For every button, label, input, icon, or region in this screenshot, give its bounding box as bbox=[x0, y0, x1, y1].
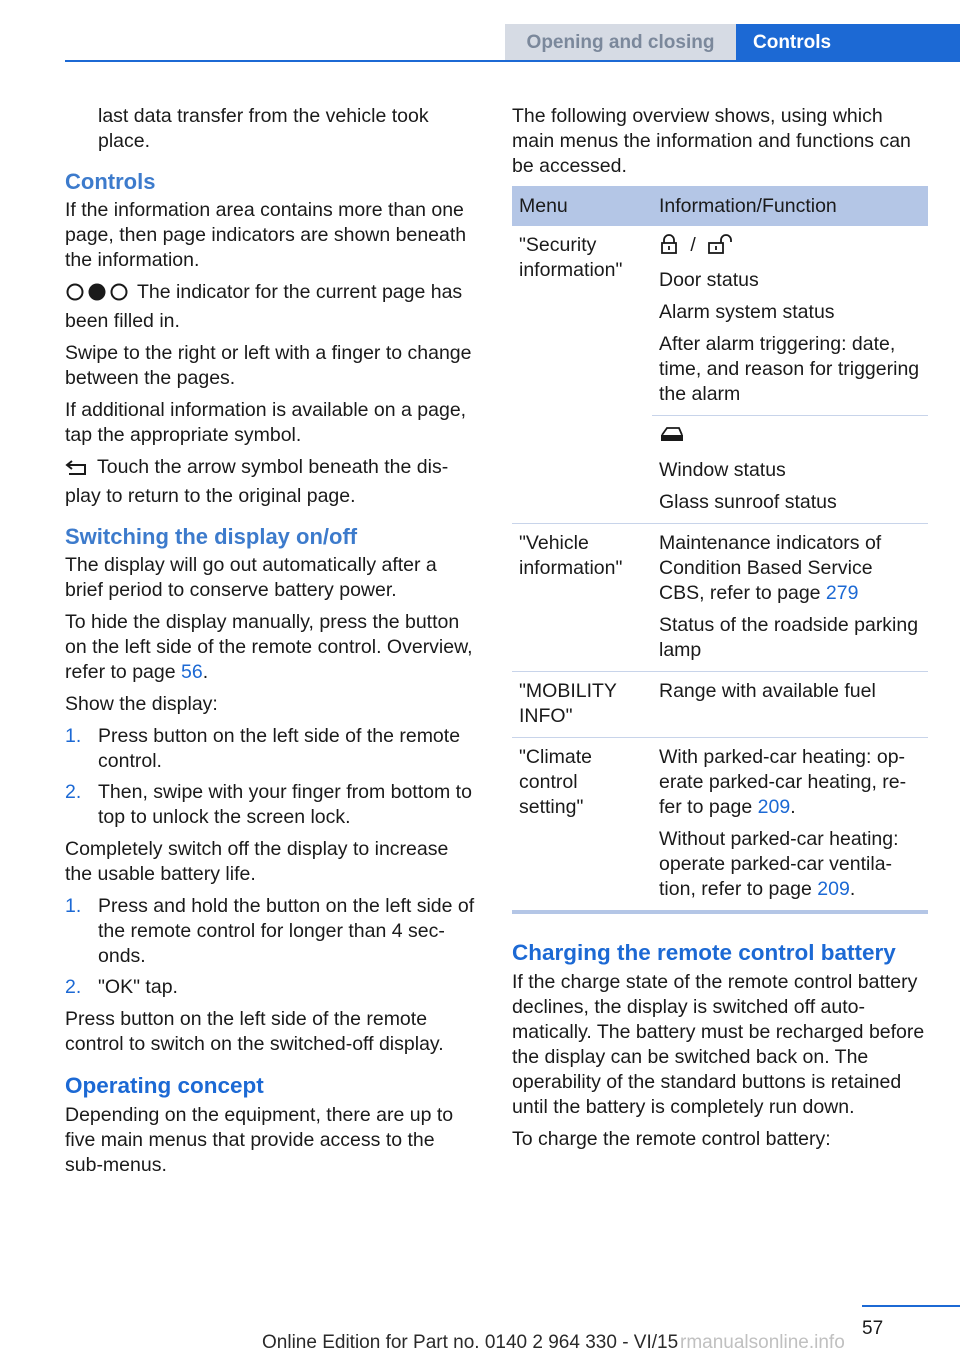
alarm-status: Alarm system status bbox=[659, 301, 835, 323]
cell-text: Maintenance indicators of Condition Based Service CBS, refer to page bbox=[659, 532, 882, 604]
sunroof-status: Glass sunroof status bbox=[659, 491, 837, 513]
right-column bbox=[512, 104, 928, 1159]
page-link-56[interactable]: 56 bbox=[181, 661, 203, 683]
heading-switching-display: Switching the display on/off bbox=[65, 524, 358, 549]
paragraph: Press button on the left side of the remote control to switch on the switched-off display. bbox=[65, 1008, 444, 1055]
header-rule bbox=[65, 60, 960, 62]
continued-paragraph: last data transfer from the vehicle took place. bbox=[98, 105, 429, 152]
list-number: 1. bbox=[65, 895, 82, 917]
list-text: Then, swipe with your finger from bottom to top to unlock the screen lock. bbox=[98, 781, 472, 828]
column-header-information: Information/Function bbox=[652, 186, 928, 226]
header-tab-controls[interactable]: Controls bbox=[736, 24, 960, 61]
left-column bbox=[65, 104, 477, 1185]
list-number: 2. bbox=[65, 781, 82, 803]
list-number: 2. bbox=[65, 976, 82, 998]
list-item bbox=[65, 975, 477, 1000]
paragraph: To charge the remote control battery: bbox=[512, 1128, 831, 1150]
list-item bbox=[65, 724, 477, 774]
table-row-climate bbox=[512, 738, 928, 911]
list-text: Press and hold the button on the left side of the remote control for longer than 4 seconds. bbox=[98, 895, 475, 967]
page-link-209[interactable]: 209 bbox=[817, 878, 850, 900]
heading-controls: Controls bbox=[65, 169, 156, 194]
cell-text: With parked-car heating: operate parked-car heating, refer to page bbox=[659, 746, 907, 818]
heading-operating-concept: Operating concept bbox=[65, 1073, 264, 1098]
header-tab-opening-closing[interactable]: Opening and closing bbox=[505, 24, 736, 61]
alarm-trigger-info: After alarm triggering: date, time, and reason for triggering the alarm bbox=[659, 333, 920, 405]
paragraph-text: To hide the display manually, press the button on the left side of the remote control. Overview, refer to page bbox=[65, 611, 473, 683]
page-indicator-icon bbox=[65, 282, 129, 309]
paragraph: If the charge state of the remote control battery declines, the display is switched off automatically. The battery must be recharged before the display can be switched back on. The operability of the standard buttons is retained until the battery is completely run down. bbox=[512, 971, 925, 1118]
paragraph bbox=[65, 610, 477, 685]
table-row-mobility bbox=[512, 672, 928, 738]
paragraph: Show the display: bbox=[65, 693, 218, 715]
parked-car-heating-info bbox=[659, 745, 921, 820]
paragraph-text: Touch the arrow symbol beneath the display to return to the original page. bbox=[65, 456, 449, 507]
watermark: rmanualsonline.info bbox=[680, 1332, 845, 1353]
paragraph-back-arrow bbox=[65, 455, 477, 509]
table-header-row bbox=[512, 186, 928, 226]
paragraph-intro: The following overview shows, using which main menus the information and functions can be accessed. bbox=[512, 105, 911, 177]
footer-rule bbox=[862, 1305, 960, 1307]
table-row-vehicle bbox=[512, 524, 928, 672]
window-status: Window status bbox=[659, 459, 786, 481]
list-text: Press button on the left side of the remote control. bbox=[98, 725, 461, 772]
numbered-list-off bbox=[65, 894, 477, 1000]
page-link-279[interactable]: 279 bbox=[825, 582, 859, 604]
page-link-209[interactable]: 209 bbox=[757, 796, 791, 818]
menu-table bbox=[512, 186, 928, 910]
numbered-list-show bbox=[65, 724, 477, 830]
table-end-rule bbox=[512, 910, 928, 914]
paragraph: The display will go out automatically after a brief period to conserve battery power. bbox=[65, 554, 437, 601]
table-row-security bbox=[512, 226, 928, 416]
cell-menu-climate: "Climate control setting" bbox=[519, 746, 593, 818]
parking-lamp-status: Status of the roadside parking lamp bbox=[659, 614, 919, 661]
page-number: 57 bbox=[862, 1318, 884, 1339]
paragraph: Depending on the equipment, there are up to five main menus that provide access to the sub-menus. bbox=[65, 1104, 454, 1176]
paragraph: Completely switch off the display to increase the usable battery life. bbox=[65, 838, 449, 885]
door-status: Door status bbox=[659, 269, 759, 291]
cell-climate-info bbox=[652, 738, 928, 911]
cell-security-info bbox=[652, 226, 928, 416]
cell-text: Without parked-car heating: operate parked-car ventilation, refer to page bbox=[659, 828, 899, 900]
paragraph-text: The indicator for the current page has been filled in. bbox=[65, 281, 463, 332]
paragraph: If the information area contains more than one page, then page indicators are shown beneath the information. bbox=[65, 199, 467, 271]
paragraph-page-indicator bbox=[65, 280, 477, 334]
cell-vehicle-info bbox=[652, 524, 928, 672]
cell-menu-security: "Security information" bbox=[512, 226, 652, 524]
slash-separator: / bbox=[690, 234, 696, 256]
paragraph-text: . bbox=[202, 661, 209, 683]
lock-icons-line bbox=[659, 233, 921, 261]
column-header-menu: Menu bbox=[512, 186, 652, 226]
list-text: "OK" tap. bbox=[98, 976, 178, 998]
cell-menu-vehicle: "Vehicle information" bbox=[512, 524, 652, 672]
paragraph: If additional information is available on a page, tap the appropriate symbol. bbox=[65, 399, 467, 446]
cell-text: . bbox=[849, 878, 856, 900]
lock-open-icon bbox=[707, 234, 735, 261]
cell-mobility-info bbox=[652, 672, 928, 738]
paragraph: Swipe to the right or left with a finger to change between the pages. bbox=[65, 342, 472, 389]
list-number: 1. bbox=[65, 725, 82, 747]
maintenance-info bbox=[659, 531, 921, 606]
cell-security-window bbox=[652, 416, 928, 524]
list-item bbox=[65, 780, 477, 830]
cell-menu-mobility: "MOBILITY INFO" bbox=[512, 672, 652, 738]
cell-text: . bbox=[790, 796, 796, 818]
range-info: Range with available fuel bbox=[659, 680, 876, 702]
back-arrow-icon bbox=[65, 459, 89, 484]
heading-charging-battery: Charging the remote control battery bbox=[512, 940, 896, 965]
parked-car-ventilation-info bbox=[659, 827, 921, 902]
list-item bbox=[65, 894, 477, 969]
lock-closed-icon bbox=[659, 234, 679, 261]
edition-note: Online Edition for Part no. 0140 2 964 330 - VI/15 bbox=[262, 1332, 679, 1353]
car-window-icon bbox=[659, 424, 685, 451]
window-icon-line bbox=[659, 423, 921, 451]
